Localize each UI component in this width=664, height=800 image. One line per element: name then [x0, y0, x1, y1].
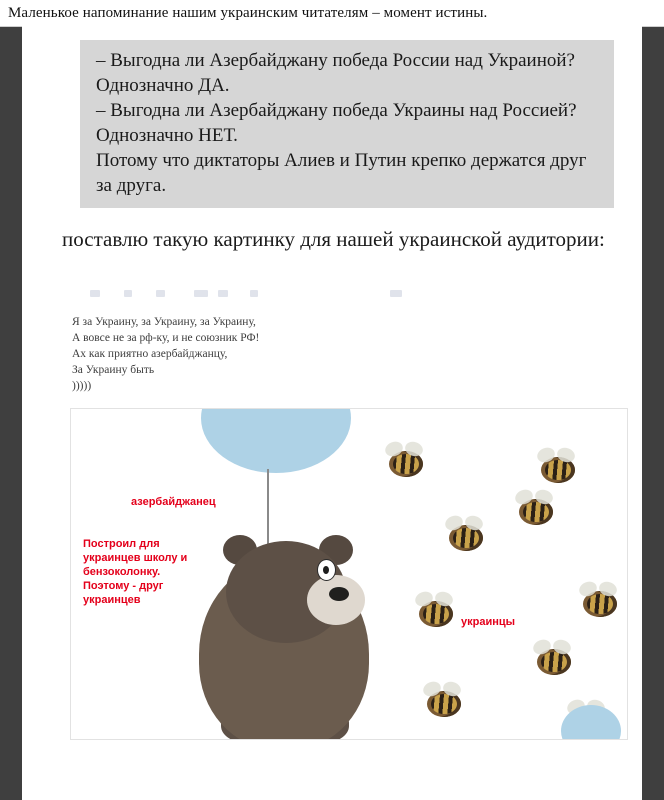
poem-line-4: За Украину быть	[72, 364, 155, 376]
poem-line-3: Ах как приятно азербайджанцу,	[72, 348, 228, 360]
quote-line-3: Потому что диктаторы Алиев и Путин крепко держатся друг за друга.	[96, 150, 587, 196]
bee-icon	[583, 591, 617, 617]
faded-text-artifact	[90, 288, 420, 300]
poem-line-1: Я за Украину, за Украину, за Украину,	[72, 316, 256, 328]
quote-block	[80, 40, 614, 208]
caption-ukrainians: украинцы	[461, 616, 516, 628]
banner-text: Маленькое напоминание нашим украинским читателям – момент истины.	[8, 4, 488, 21]
illustration-image	[70, 408, 628, 740]
top-banner	[0, 0, 664, 27]
document-sheet	[22, 26, 642, 771]
intro-text: поставлю такую картинку для нашей украинской аудитории:	[62, 227, 605, 251]
bee-icon	[541, 457, 575, 483]
poem-block	[72, 314, 492, 394]
bee-icon	[449, 525, 483, 551]
bee-icon	[389, 451, 423, 477]
caption-azerbaijani: азербайджанец	[131, 496, 216, 508]
bee-icon	[519, 499, 553, 525]
bear-eye	[317, 559, 336, 581]
caption-built-text: Построил для украинцев школу и бензоколонку. Поэтому - друг украинцев	[83, 538, 188, 606]
poem-line-5: )))))	[72, 380, 92, 392]
balloon-shape	[201, 408, 351, 473]
bee-icon	[419, 601, 453, 627]
sheet-footer	[22, 771, 642, 800]
bee-icon	[427, 691, 461, 717]
bear-nose	[329, 587, 349, 601]
quote-line-2: – Выгодна ли Азербайджану победа Украины над Россией? Однозначно НЕТ.	[96, 100, 577, 146]
poem-line-2: А вовсе не за рф-ку, и не союзник РФ!	[72, 332, 260, 344]
bee-icon	[537, 649, 571, 675]
quote-line-1: – Выгодна ли Азербайджану победа России над Украиной? Однозначно ДА.	[96, 50, 575, 96]
